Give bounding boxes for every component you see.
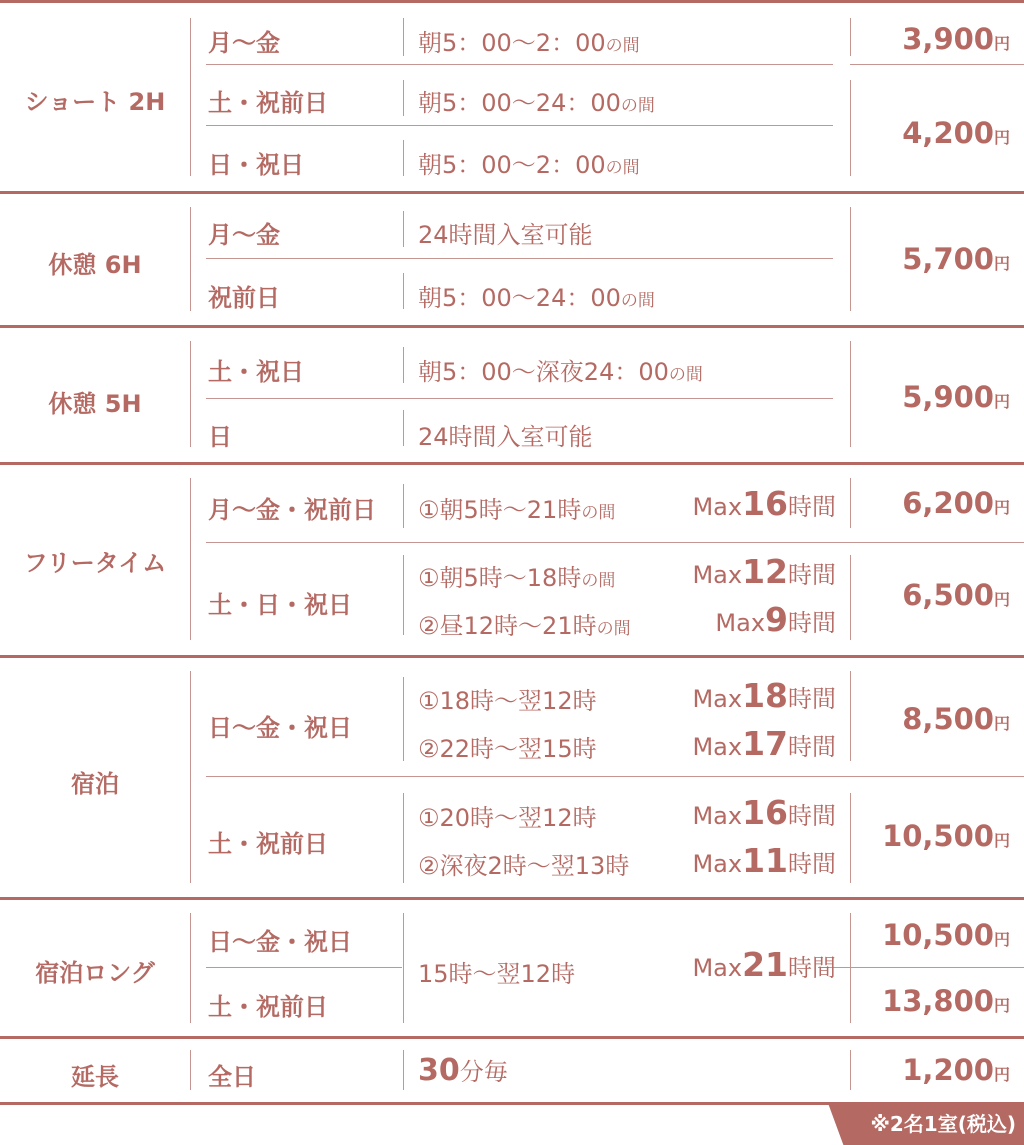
column-divider [850,671,851,761]
column-divider [403,80,404,116]
time-range: ①20時〜翌12時 [418,804,597,832]
time-range: ②深夜2時〜翌13時 [418,852,630,880]
price: 5,700円 [902,242,1010,276]
category-rest-5h: 休憩 5H [48,390,142,418]
category-free-time: フリータイム [23,549,167,577]
row-divider [206,125,833,126]
price: 5,900円 [902,380,1010,414]
column-divider [190,478,191,640]
column-divider [190,1050,191,1090]
category-extension: 延長 [71,1063,119,1091]
time-range: 朝5：00〜24：00の間 [418,284,655,312]
column-divider [403,913,404,1023]
column-divider [850,793,851,883]
column-divider [403,793,404,883]
time-range: ②22時〜翌15時 [418,735,597,763]
divider [0,325,1024,328]
day-label: 日〜金・祝日 [208,928,352,956]
day-label: 日〜金・祝日 [208,714,352,742]
price: 8,500円 [902,702,1010,736]
column-divider [403,18,404,56]
row-divider [206,398,833,399]
time-range: 24時間入室可能 [418,221,593,249]
max-hours: Max16時間 [692,484,836,523]
max-hours: Max9時間 [715,600,836,639]
divider [0,191,1024,194]
day-label: 土・祝前日 [208,993,328,1021]
price: 1,200円 [902,1053,1010,1087]
column-divider [190,18,191,176]
price: 13,800円 [882,984,1010,1018]
divider [0,655,1024,658]
column-divider [190,913,191,1023]
time-range: 朝5：00〜深夜24：00の間 [418,358,703,386]
note-text: ※2名1室(税込) [870,1112,1016,1136]
column-divider [403,140,404,176]
time-range: ②昼12時〜21時の間 [418,612,631,640]
category-short-2h: ショート 2H [24,88,166,116]
day-label: 土・祝日 [208,358,304,386]
column-divider [403,1050,404,1090]
time-range: 24時間入室可能 [418,423,593,451]
time-range: 30分毎 [418,1053,508,1088]
divider [0,1102,1024,1105]
day-label: 月〜金・祝前日 [208,496,376,524]
column-divider [850,478,851,528]
top-border [0,0,1024,3]
column-divider [403,273,404,309]
row-divider [206,967,402,968]
column-divider [190,341,191,447]
day-label: 祝前日 [208,284,280,312]
max-hours: Max12時間 [692,552,836,591]
row-divider [206,64,833,65]
time-range: 朝5：00〜2：00の間 [418,151,640,179]
price: 4,200円 [902,116,1010,150]
max-hours: Max17時間 [692,724,836,763]
price: 6,500円 [902,578,1010,612]
row-divider [818,967,1024,968]
category-rest-6h: 休憩 6H [48,251,142,279]
row-divider [206,542,1024,543]
max-hours: Max11時間 [692,841,836,880]
max-hours: Max18時間 [692,676,836,715]
day-label: 月〜金 [208,221,280,249]
max-hours: Max21時間 [692,945,836,984]
category-stay-long: 宿泊ロング [35,959,155,987]
divider [0,897,1024,900]
time-range: 15時〜翌12時 [418,960,576,988]
day-label: 日 [208,423,232,451]
price: 3,900円 [902,22,1010,56]
column-divider [850,913,851,1023]
time-range: ①朝5時〜18時の間 [418,564,616,592]
day-label: 全日 [208,1063,256,1091]
time-range: 朝5：00〜24：00の間 [418,89,655,117]
row-divider [206,258,833,259]
time-range: ①18時〜翌12時 [418,687,597,715]
category-stay: 宿泊 [71,770,119,798]
row-divider [206,776,1024,777]
time-range: 朝5：00〜2：00の間 [418,29,640,57]
column-divider [850,1050,851,1090]
column-divider [190,671,191,883]
day-label: 日・祝日 [208,151,304,179]
day-label: 土・祝前日 [208,830,328,858]
column-divider [403,347,404,383]
divider [0,462,1024,465]
price: 10,500円 [882,819,1010,853]
day-label: 土・日・祝日 [208,591,352,619]
column-divider [850,80,851,176]
column-divider [850,555,851,640]
row-divider [850,64,1024,65]
time-range: ①朝5時〜21時の間 [418,496,616,524]
day-label: 土・祝前日 [208,89,328,117]
day-label: 月〜金 [208,29,280,57]
column-divider [403,211,404,247]
column-divider [403,677,404,761]
price: 6,200円 [902,486,1010,520]
column-divider [403,410,404,446]
price: 10,500円 [882,918,1010,952]
divider [0,1036,1024,1039]
column-divider [850,207,851,311]
column-divider [190,207,191,311]
column-divider [403,555,404,635]
column-divider [850,18,851,56]
max-hours: Max16時間 [692,793,836,832]
column-divider [850,341,851,447]
column-divider [403,484,404,528]
